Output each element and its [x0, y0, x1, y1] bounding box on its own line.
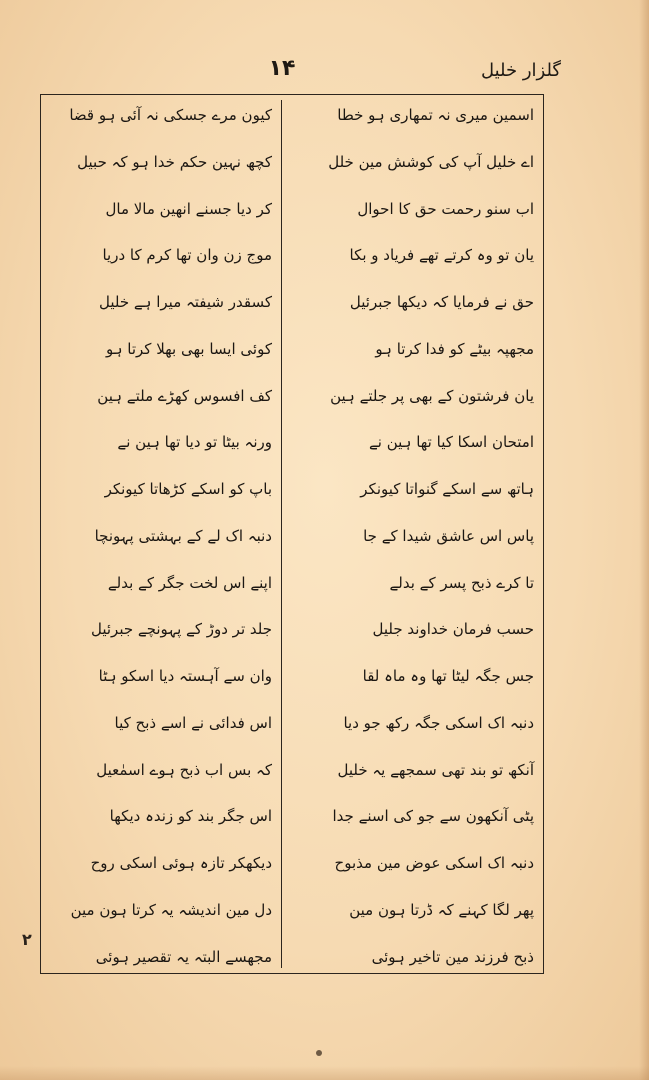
verse-line: کچھ نہین حکم خدا ہو کہ حبیل [77, 152, 272, 171]
verse-line: کہ بس اب ذبح ہوے اسمٰعیل [96, 760, 272, 779]
verse-line: تا کرے ذبح پسر کے بدلے [389, 573, 534, 592]
verse-line: کر دیا جسنے انھین مالا مال [105, 199, 272, 218]
verse-line: اسمین میری نہ تمھاری ہو خطا [337, 106, 534, 124]
verse-line: باپ کو اسکے کڑھاتا کیونکر [104, 480, 272, 499]
verse-line: حسب فرمان خداوند جلیل [372, 620, 534, 639]
verse-line: پھر لگا کہنے کہ ڈرتا ہون مین [349, 901, 534, 920]
verse-line: کسقدر شیفتہ میرا ہے خلیل [98, 293, 272, 312]
verse-line: دیکھکر تازہ ہوئی اسکی روح [90, 854, 272, 873]
left-column [50, 104, 276, 968]
verse-line: اپنے اس لخت جگر کے بدلے [107, 573, 272, 592]
verse-line: اے خلیل آپ کی کوشش مین خلل [328, 152, 534, 171]
verse-line: حق نے فرمایا کہ دیکھا جبرئیل [349, 293, 534, 312]
verse-line: جس جگہ لیٹا تھا وہ ماہ لقا [362, 667, 534, 686]
verse-line: یان فرشتون کے بھی پر جلتے ہین [330, 386, 534, 405]
verse-line: مجھپہ بیٹے کو فدا کرتا ہو [375, 339, 534, 358]
verse-line: ہاتھ سے اسکے گنواتا کیونکر [360, 480, 534, 499]
verse-line: موج زن وان تھا کرم کا دریا [102, 246, 272, 265]
verse-line: دنبہ اک اسکی عوض مین مذبوح [334, 854, 534, 873]
verse-line: کف افسوس کھڑے ملتے ہین [97, 386, 272, 405]
verse-line: کیون مرے جسکی نہ آئی ہو قضا [69, 106, 272, 124]
verse-line: پٹی آنکھون سے جو کی اسنے جدا [332, 807, 534, 826]
right-column [290, 104, 538, 968]
page-edge-shadow-right [639, 0, 649, 1080]
verse-line: دل مین اندیشہ یہ کرتا ہون مین [70, 901, 272, 920]
verse-line: دنبہ اک لے کے بہشتی پہونچا [94, 526, 272, 545]
verse-line: یان تو وہ کرتے تھے فریاد و بکا [349, 246, 534, 265]
verse-line: اس فدائی نے اسے ذبح کیا [114, 713, 272, 732]
verse-line: آنکھ تو بند تھی سمجھے یہ خلیل [337, 760, 534, 779]
verse-line: کوئی ایسا بھی بھلا کرتا ہو [105, 339, 272, 358]
verse-line: امتحان اسکا کیا تھا ہین نے [368, 433, 534, 452]
verse-line: پاس اس عاشق شیدا کے جا [363, 526, 534, 545]
page-number: ۱۴ [268, 56, 296, 81]
page-edge-shadow-bottom [0, 1066, 649, 1080]
verse-line: ذبح فرزند مین تاخیر ہوئی [371, 947, 534, 966]
verse-line: جلد تر دوڑ کے پہونچے جبرئیل [91, 620, 272, 639]
running-title: گلزار خلیل [480, 60, 561, 81]
margin-mark: ۲ [22, 930, 32, 949]
verse-line: ورنہ بیٹا تو دیا تھا ہین نے [117, 433, 272, 452]
verse-line: مجھسے البتہ یہ تقصیر ہوئی [95, 947, 272, 966]
verse-line: دنبہ اک اسکی جگہ رکھ جو دیا [343, 713, 534, 732]
verse-line: اب سنو رحمت حق کا احوال [357, 199, 534, 218]
footer-dot [316, 1050, 322, 1056]
verse-line: اس جگر بند کو زندہ دیکھا [109, 807, 272, 826]
verse-line: وان سے آہستہ دیا اسکو ہٹا [98, 667, 272, 686]
column-divider [281, 100, 282, 968]
